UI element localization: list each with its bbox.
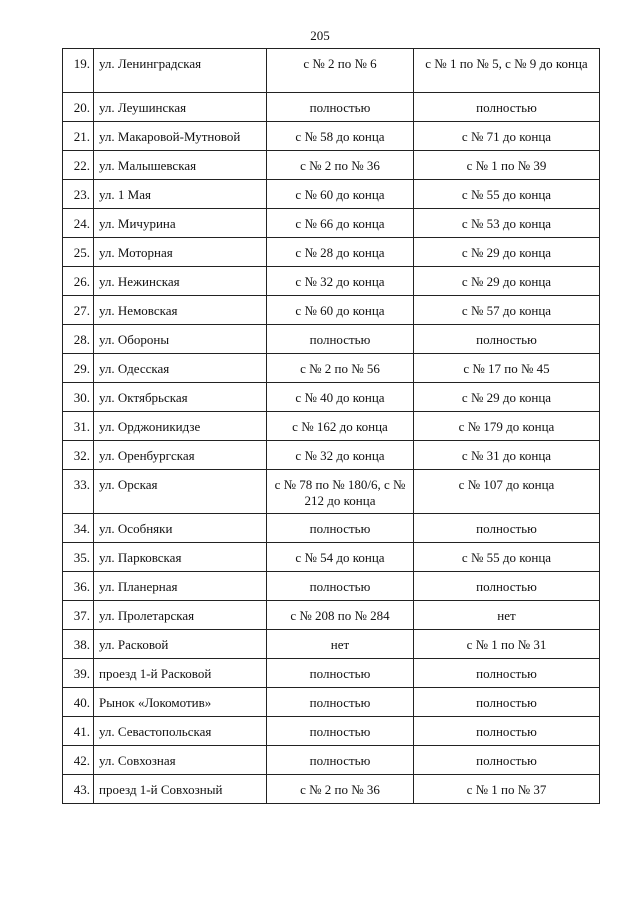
street-name: ул. Планерная: [94, 572, 267, 601]
street-name: ул. Октябрьская: [94, 383, 267, 412]
row-number: 34.: [63, 514, 94, 543]
even-houses: с № 60 до конца: [267, 296, 414, 325]
row-number: 21.: [63, 122, 94, 151]
row-number: 32.: [63, 441, 94, 470]
odd-houses: с № 1 по № 39: [414, 151, 600, 180]
table-row: [63, 659, 600, 688]
street-table: [62, 48, 600, 804]
table-row: [63, 383, 600, 412]
street-name: ул. Севастопольская: [94, 717, 267, 746]
even-houses: полностью: [267, 717, 414, 746]
row-number: 43.: [63, 775, 94, 804]
street-name: проезд 1-й Совхозный: [94, 775, 267, 804]
even-houses: полностью: [267, 688, 414, 717]
even-houses: с № 40 до конца: [267, 383, 414, 412]
even-houses: полностью: [267, 746, 414, 775]
odd-houses: с № 17 по № 45: [414, 354, 600, 383]
even-houses: с № 2 по № 56: [267, 354, 414, 383]
street-name: ул. Орджоникидзе: [94, 412, 267, 441]
street-name: ул. Совхозная: [94, 746, 267, 775]
street-name: ул. Пролетарская: [94, 601, 267, 630]
street-name: ул. Нежинская: [94, 267, 267, 296]
table-row: [63, 746, 600, 775]
odd-houses: полностью: [414, 688, 600, 717]
row-number: 25.: [63, 238, 94, 267]
street-name: ул. Расковой: [94, 630, 267, 659]
table-row: [63, 49, 600, 93]
table-row: [63, 572, 600, 601]
street-name: ул. Немовская: [94, 296, 267, 325]
odd-houses: полностью: [414, 746, 600, 775]
street-name: ул. Оренбургская: [94, 441, 267, 470]
even-houses: полностью: [267, 93, 414, 122]
odd-houses: с № 29 до конца: [414, 383, 600, 412]
odd-houses: с № 57 до конца: [414, 296, 600, 325]
row-number: 37.: [63, 601, 94, 630]
even-houses: с № 32 до конца: [267, 267, 414, 296]
row-number: 31.: [63, 412, 94, 441]
row-number: 20.: [63, 93, 94, 122]
even-houses: с № 78 по № 180/6, с № 212 до конца: [267, 470, 414, 514]
odd-houses: с № 31 до конца: [414, 441, 600, 470]
table-row: [63, 688, 600, 717]
row-number: 29.: [63, 354, 94, 383]
table-row: [63, 296, 600, 325]
table-row: [63, 775, 600, 804]
even-houses: полностью: [267, 514, 414, 543]
table-row: [63, 209, 600, 238]
even-houses: с № 2 по № 36: [267, 151, 414, 180]
row-number: 35.: [63, 543, 94, 572]
even-houses: полностью: [267, 325, 414, 354]
table-body: [63, 49, 600, 804]
row-number: 23.: [63, 180, 94, 209]
row-number: 28.: [63, 325, 94, 354]
table-row: [63, 601, 600, 630]
odd-houses: полностью: [414, 93, 600, 122]
odd-houses: с № 55 до конца: [414, 543, 600, 572]
odd-houses: с № 53 до конца: [414, 209, 600, 238]
odd-houses: с № 1 по № 5, с № 9 до конца: [414, 49, 600, 93]
odd-houses: нет: [414, 601, 600, 630]
street-name: ул. Мичурина: [94, 209, 267, 238]
table-row: [63, 630, 600, 659]
odd-houses: с № 29 до конца: [414, 238, 600, 267]
odd-houses: с № 29 до конца: [414, 267, 600, 296]
odd-houses: с № 1 по № 31: [414, 630, 600, 659]
street-name: ул. Орская: [94, 470, 267, 514]
row-number: 27.: [63, 296, 94, 325]
street-name: ул. Леушинская: [94, 93, 267, 122]
row-number: 39.: [63, 659, 94, 688]
table-row: [63, 354, 600, 383]
even-houses: с № 60 до конца: [267, 180, 414, 209]
table-row: [63, 470, 600, 514]
even-houses: с № 28 до конца: [267, 238, 414, 267]
even-houses: с № 2 по № 36: [267, 775, 414, 804]
street-name: ул. Особняки: [94, 514, 267, 543]
table-row: [63, 180, 600, 209]
page-number: 205: [310, 28, 330, 43]
table-row: [63, 717, 600, 746]
row-number: 30.: [63, 383, 94, 412]
street-name: Рынок «Локомотив»: [94, 688, 267, 717]
even-houses: с № 2 по № 6: [267, 49, 414, 93]
street-name: ул. Моторная: [94, 238, 267, 267]
odd-houses: с № 179 до конца: [414, 412, 600, 441]
street-name: ул. 1 Мая: [94, 180, 267, 209]
even-houses: с № 32 до конца: [267, 441, 414, 470]
even-houses: с № 54 до конца: [267, 543, 414, 572]
table-row: [63, 412, 600, 441]
even-houses: с № 208 по № 284: [267, 601, 414, 630]
odd-houses: с № 55 до конца: [414, 180, 600, 209]
row-number: 24.: [63, 209, 94, 238]
odd-houses: полностью: [414, 717, 600, 746]
even-houses: нет: [267, 630, 414, 659]
odd-houses: полностью: [414, 514, 600, 543]
table-row: [63, 122, 600, 151]
street-name: проезд 1-й Расковой: [94, 659, 267, 688]
street-name: ул. Малышевская: [94, 151, 267, 180]
odd-houses: с № 107 до конца: [414, 470, 600, 514]
row-number: 42.: [63, 746, 94, 775]
row-number: 33.: [63, 470, 94, 514]
even-houses: с № 162 до конца: [267, 412, 414, 441]
odd-houses: с № 1 по № 37: [414, 775, 600, 804]
odd-houses: полностью: [414, 325, 600, 354]
row-number: 40.: [63, 688, 94, 717]
even-houses: полностью: [267, 572, 414, 601]
row-number: 22.: [63, 151, 94, 180]
table-row: [63, 93, 600, 122]
street-name: ул. Макаровой-Мутновой: [94, 122, 267, 151]
table-row: [63, 325, 600, 354]
street-name: ул. Парковская: [94, 543, 267, 572]
street-name: ул. Одесская: [94, 354, 267, 383]
table-row: [63, 441, 600, 470]
table-row: [63, 543, 600, 572]
odd-houses: полностью: [414, 659, 600, 688]
table-row: [63, 514, 600, 543]
street-name: ул. Ленинградская: [94, 49, 267, 93]
row-number: 38.: [63, 630, 94, 659]
even-houses: с № 58 до конца: [267, 122, 414, 151]
even-houses: с № 66 до конца: [267, 209, 414, 238]
odd-houses: с № 71 до конца: [414, 122, 600, 151]
row-number: 41.: [63, 717, 94, 746]
row-number: 19.: [63, 49, 94, 93]
table-row: [63, 151, 600, 180]
table-row: [63, 238, 600, 267]
even-houses: полностью: [267, 659, 414, 688]
table-row: [63, 267, 600, 296]
row-number: 26.: [63, 267, 94, 296]
street-name: ул. Обороны: [94, 325, 267, 354]
odd-houses: полностью: [414, 572, 600, 601]
row-number: 36.: [63, 572, 94, 601]
